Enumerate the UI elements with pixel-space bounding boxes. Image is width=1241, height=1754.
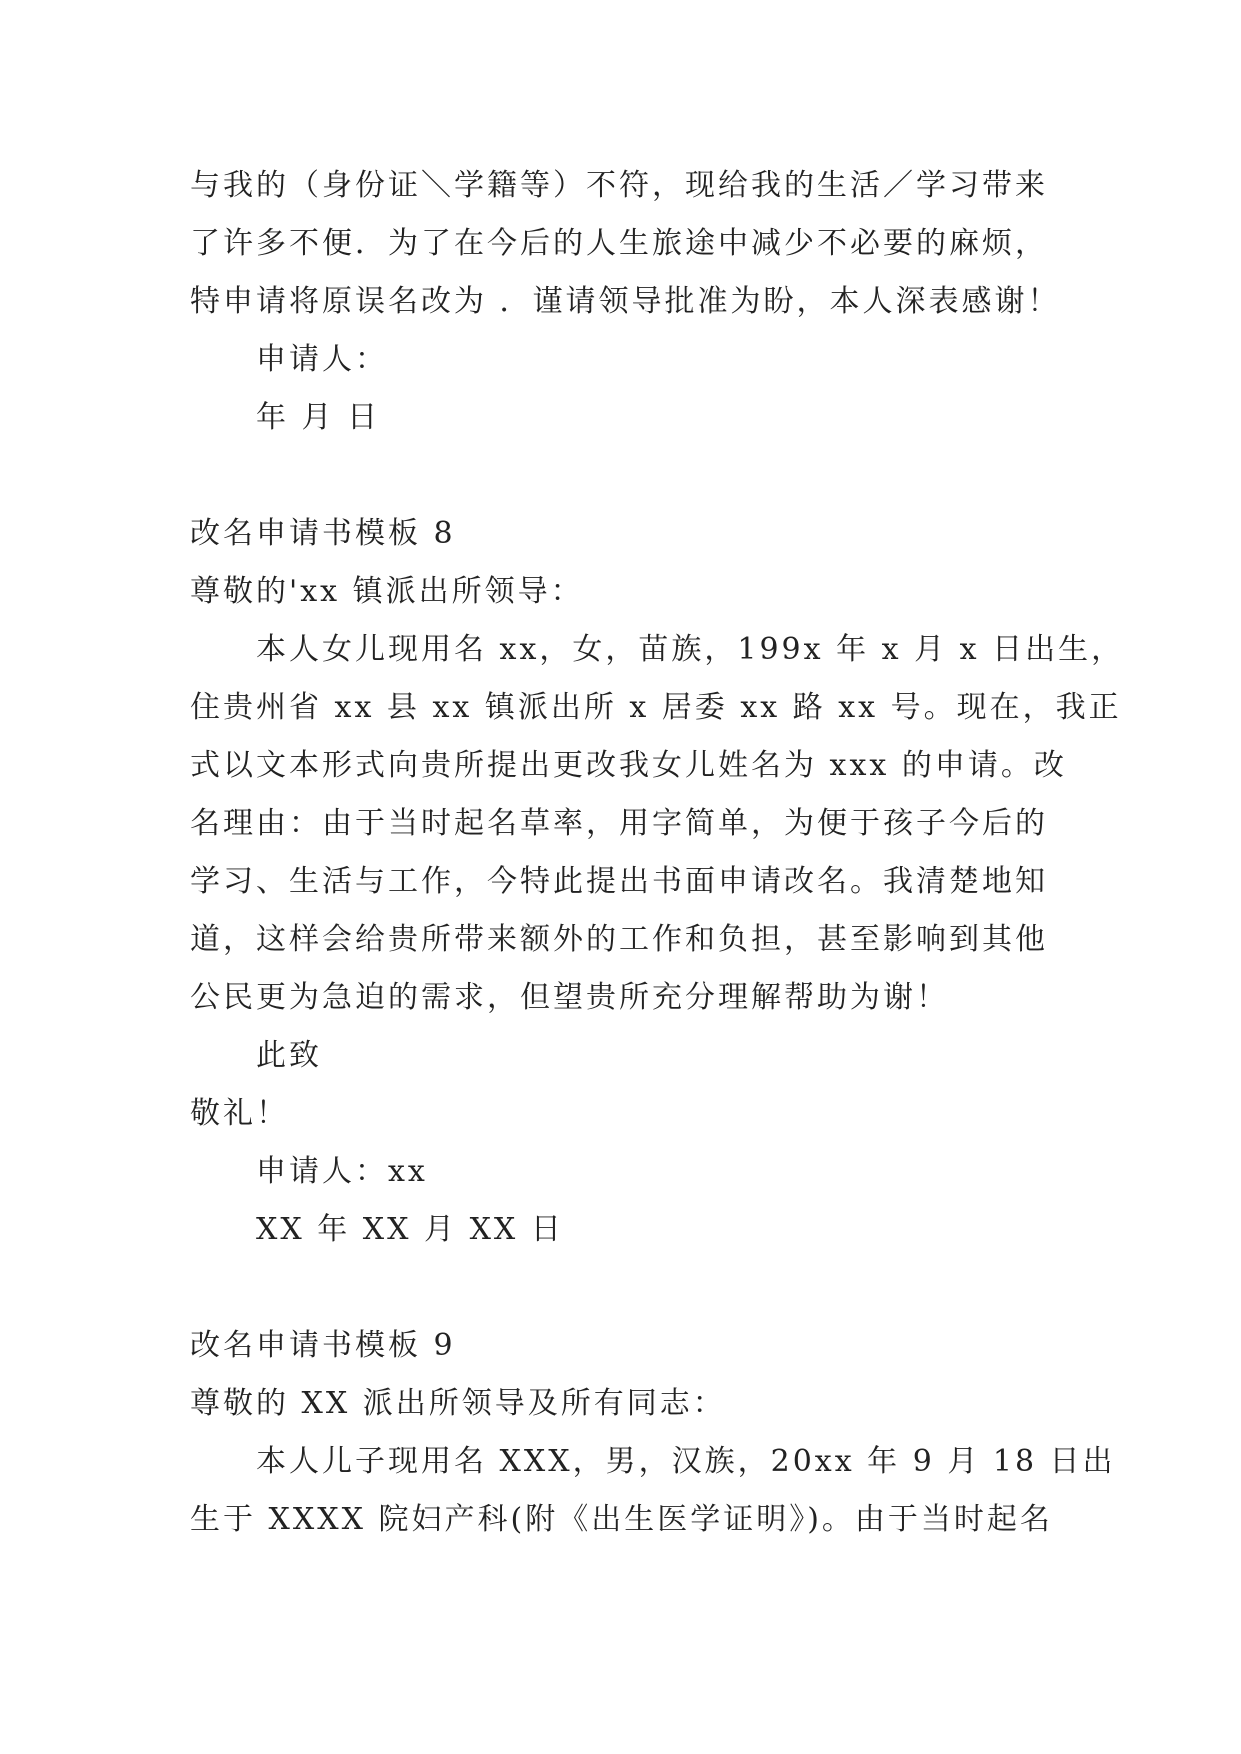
applicant-signature: 申请人：xx [256,1154,428,1189]
paragraph-line: 了许多不便．为了在今后的人生旅途中减少不必要的麻烦， [190,226,1048,261]
salutation: 尊敬的'xx 镇派出所领导： [190,574,584,609]
date-line: 年 月 日 [256,400,381,435]
salutation: 尊敬的 XX 派出所领导及所有同志： [190,1386,726,1421]
closing-salute: 敬礼！ [190,1096,289,1131]
paragraph-line: 生于 XXXX 院妇产科(附《出生医学证明》)。由于当时起名 [190,1502,1053,1537]
paragraph-line: 本人儿子现用名 XXX，男，汉族，20xx 年 9 月 18 日出 [256,1444,1116,1479]
date-line: XX 年 XX 月 XX 日 [256,1212,564,1247]
paragraph-line: 学习、生活与工作，今特此提出书面申请改名。我清楚地知 [190,864,1048,899]
paragraph-line: 与我的（身份证＼学籍等）不符，现给我的生活／学习带来 [190,168,1048,203]
section-title: 改名申请书模板 9 [190,1328,456,1363]
section-title: 改名申请书模板 8 [190,516,456,551]
paragraph-line: 特申请将原误名改为 ．谨请领导批准为盼，本人深表感谢！ [190,284,1061,319]
paragraph-line: 式以文本形式向贵所提出更改我女儿姓名为 xxx 的申请。改 [190,748,1067,783]
paragraph-line: 道，这样会给贵所带来额外的工作和负担，甚至影响到其他 [190,922,1048,957]
paragraph-line: 住贵州省 xx 县 xx 镇派出所 x 居委 xx 路 xx 号。现在，我正 [190,690,1122,725]
paragraph-line: 名理由：由于当时起名草率，用字简单，为便于孩子今后的 [190,806,1048,841]
paragraph-line: 公民更为急迫的需求，但望贵所充分理解帮助为谢！ [190,980,949,1015]
paragraph-line: 本人女儿现用名 xx，女，苗族，199x 年 x 月 x 日出生， [256,632,1125,667]
closing-phrase: 此致 [256,1038,322,1073]
applicant-signature: 申请人： [256,342,388,377]
